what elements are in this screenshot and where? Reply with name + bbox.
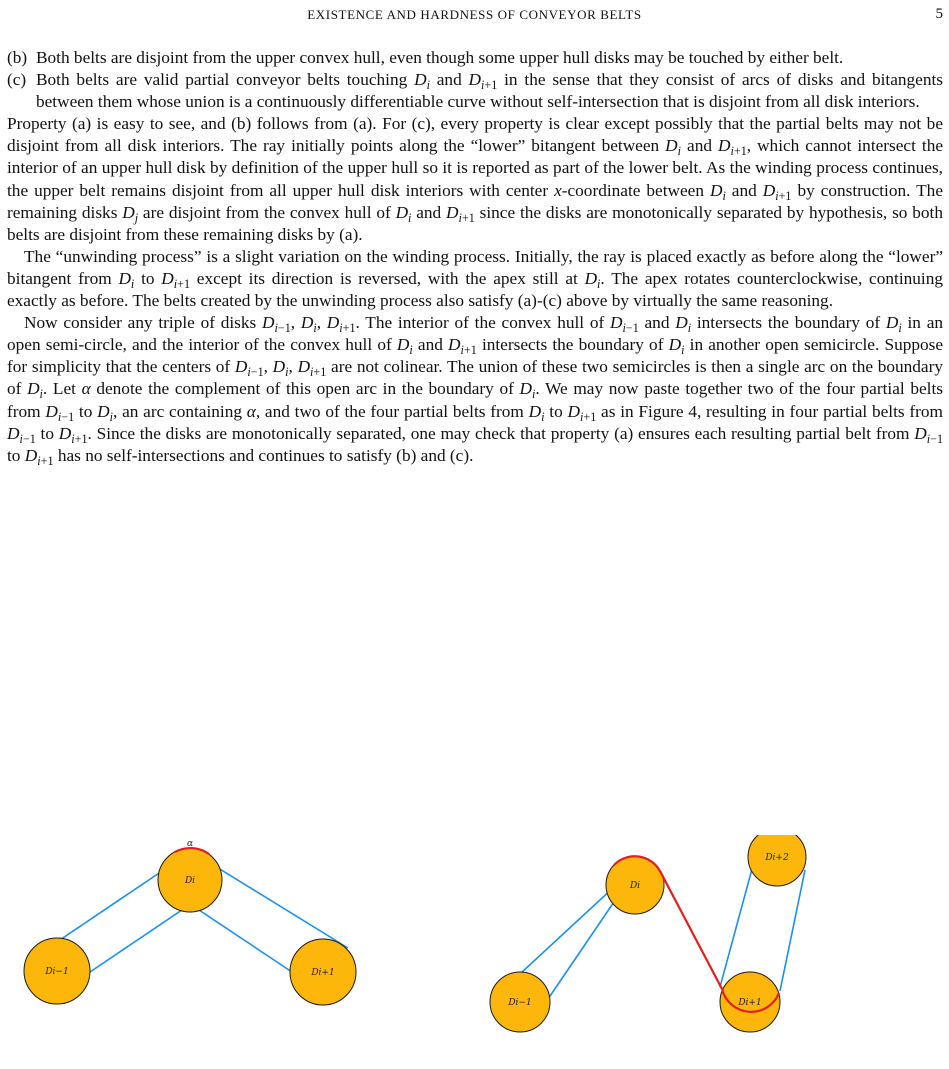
disk-label: Di+2 (765, 853, 789, 863)
disk-label: Di−1 (508, 998, 532, 1008)
list-item-c (7, 69, 943, 113)
list-item-text: Both belts are disjoint from the upper convex hull, even though some upper hull disks may be touched by either belt. (36, 48, 844, 67)
list-item-label: (c) (7, 70, 27, 90)
disk-label: Di−1 (45, 967, 69, 977)
alpha-label: α (186, 839, 194, 849)
figure-4 (0, 835, 949, 1069)
belt-line (210, 863, 348, 948)
disk-label: Di+1 (311, 968, 335, 978)
list-item-b (7, 47, 943, 69)
disk-label: Di (184, 876, 196, 886)
paragraph: The “unwinding process” is a slight variation on the winding process. Initially, the ray is placed exactly as before along the “lower” bitangent from $D_i$ to $D_{i+1}$ except its direction is reversed, with the apex still at $D_i$. The apex rotates counterclockwise, continuing exactly as before. The belts created by the unwinding process also satisfy (a)-(c) above by virtually the same reasoning. (7, 246, 943, 311)
belt-line (720, 869, 752, 987)
figure-svg (0, 835, 949, 1069)
disk-label: Di+1 (738, 998, 762, 1008)
page-number: 5 (935, 6, 943, 22)
page-header (0, 3, 949, 23)
belt-line (508, 887, 614, 985)
body-text (7, 47, 943, 467)
list-item-label: (b) (7, 48, 28, 67)
belt-line (45, 863, 174, 950)
paragraph: Now consider any triple of disks $D_{i-1}$, $D_i$, $D_{i+1}$. The interior of the convex hull of $D_{i-1}$ and $D_i$ intersects the boundary of $D_i$ in an open semi-circle, and the interior of the convex hull of $D_i$ and $D_{i+1}$ intersects the boundary of $D_i$ in another open semicircle. Suppose for simplicity that the centers of $D_{i-1}$, $D_i$, $D_{i+1}$ are not colinear. The union of these two semicircles is then a single arc on the boundary of $D_i$. Let α denote the complement of this open arc in the boundary of $D_i$. We may now paste together two of the four partial belts from $D_{i-1}$ to $D_i$, an arc containing α, and two of the four partial belts from $D_i$ to $D_{i+1}$ as in Figure 4, resulting in four partial belts from $D_{i-1}$ to $D_{i+1}$. Since the disks are monotonically separated, one may check that property (a) ensures each resulting partial belt from $D_{i-1}$ to $D_{i+1}$ has no self-intersections and continues to satisfy (b) and (c). (7, 313, 944, 468)
paragraph: Property (a) is easy to see, and (b) follows from (a). For (c), every property is clear except possibly that the partial belts may not be disjoint from all disk interiors. The ray initially points along the “lower” bitangent between $D_i$ and $D_{i+1}$, which cannot intersect the interior of an upper hull disk by definition of the upper hull so it is reported as part of the lower belt. As the winding process continues, the upper belt remains disjoint from all upper hull disk interiors with center x-coordinate between $D_i$ and $D_{i+1}$ by construction. The remaining disks $D_j$ are disjoint from the convex hull of $D_i$ and $D_{i+1}$ since the disks are monotonically separated by hypothesis, so both belts are disjoint from these remaining disks by (a). (7, 114, 944, 244)
belt-line (780, 870, 805, 991)
belt-line (548, 899, 616, 999)
disk-label: Di (629, 881, 641, 891)
list-item-text: Both belts are valid partial conveyor belts touching $D_i$ and $D_{i+1}$ in the sense that they consist of arcs of disks and bitangents between them whose union is a continuously differentiable curve without self-intersection that is disjoint from all disk interiors. (36, 70, 944, 112)
left-panel (24, 839, 356, 1005)
running-title: EXISTENCE AND HARDNESS OF CONVEYOR BELTS (307, 7, 642, 22)
right-panel (490, 835, 806, 1032)
